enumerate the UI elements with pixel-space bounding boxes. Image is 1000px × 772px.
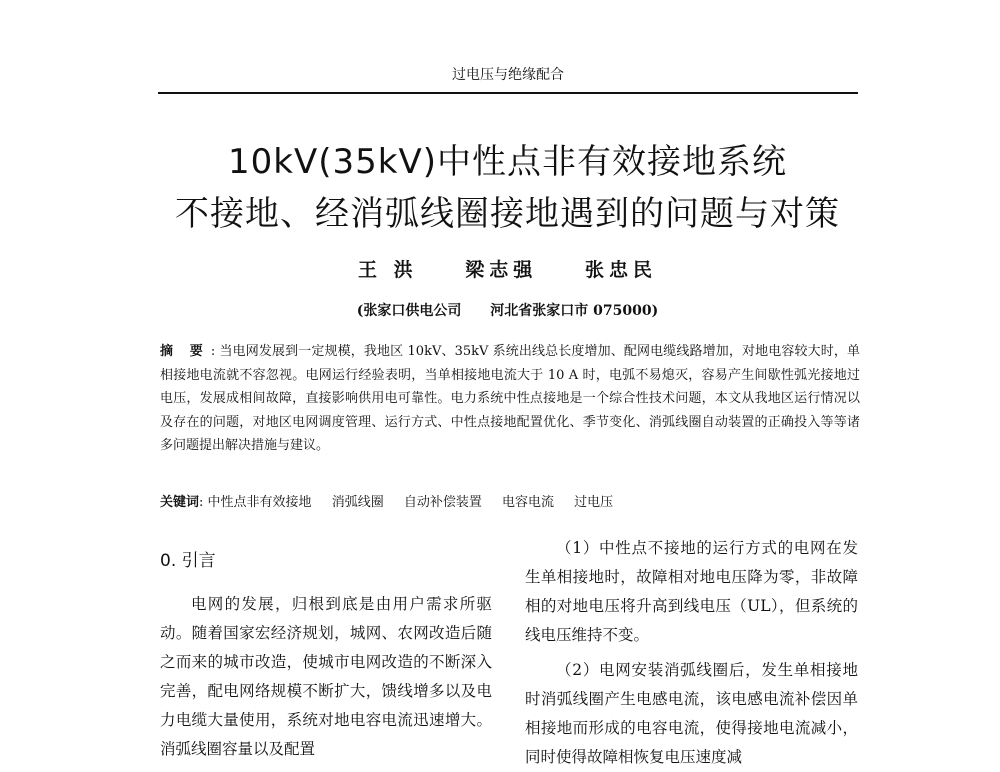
affiliation-address: 河北省张家口市 075000) bbox=[490, 303, 659, 319]
body-paragraph: 电网的发展，归根到底是由用户需求所驱动。随着国家宏经济规划，城网、农网改造后随之而来的城市改造，使城市电网改造的不断深入完善，配电网络规模不断扩大，馈线增多以及电力电缆大量使用，系统对地电容电流迅速增大。消弧线圈容量以及配置 bbox=[160, 595, 492, 758]
author-list bbox=[150, 255, 865, 282]
title-line-1: 10kV(35kV)中性点非有效接地系统 bbox=[228, 142, 787, 182]
title-line-2: 不接地、经消弧线圈接地遇到的问题与对策 bbox=[175, 194, 840, 234]
body-paragraph: （2）电网安装消弧线圈后，发生单相接地时消弧线圈产生电感电流，该电感电流补偿因单相接地而形成的电容电流，使得接地电流减小，同时使得故障相恢复电压速度减 bbox=[525, 661, 858, 766]
author-name: 张忠民 bbox=[584, 259, 657, 281]
section-heading: 0. 引言 bbox=[160, 551, 216, 571]
keyword: 自动补偿装置 bbox=[403, 495, 482, 510]
body-column-right bbox=[525, 534, 858, 772]
keywords-colon: : bbox=[199, 495, 208, 510]
keywords-label: 关键词 bbox=[160, 495, 200, 510]
keyword: 过电压 bbox=[574, 495, 614, 510]
keywords bbox=[160, 492, 860, 514]
keyword: 电容电流 bbox=[502, 495, 555, 510]
running-head: 过电压与绝缘配合 bbox=[452, 67, 564, 83]
abstract-text: : 当电网发展到一定规模，我地区 10kV、35kV 系统出线总长度增加、配网电缆线路增加，对地电容较大时，单相接地电流就不容忽视。电网运行经验表明，当单相接地电流大于 10 A 时，电弧不易熄灭，容易产生间歇性弧光接地过电压，发展成相间故障，直接影响供用电可靠性。电力系统中性点接地是一个综合性技术问题，本文从我地区运行情况以及存在的问题，对地区电网调度管理、运行方式、中性点接地配置优化、季节变化、消弧线圈自动装置的正确投入等等诸多问题提出解决措施与建议。 bbox=[160, 344, 860, 453]
affiliation-org: (张家口供电公司 bbox=[356, 303, 462, 319]
header-rule bbox=[158, 92, 858, 94]
article-title bbox=[150, 138, 865, 238]
abstract-label: 摘 要 bbox=[160, 344, 209, 359]
keyword: 消弧线圈 bbox=[331, 495, 384, 510]
author-name: 王 洪 bbox=[358, 259, 418, 281]
body-column-left bbox=[160, 548, 492, 764]
keyword: 中性点非有效接地 bbox=[207, 495, 312, 510]
body-paragraph: （1）中性点不接地的运行方式的电网在发生单相接地时，故障相对地电压降为零，非故障相的对地电压将升高到线电压（UL），但系统的线电压维持不变。 bbox=[525, 539, 858, 644]
affiliation bbox=[150, 300, 865, 320]
abstract bbox=[160, 340, 860, 458]
author-name: 梁志强 bbox=[465, 259, 538, 281]
